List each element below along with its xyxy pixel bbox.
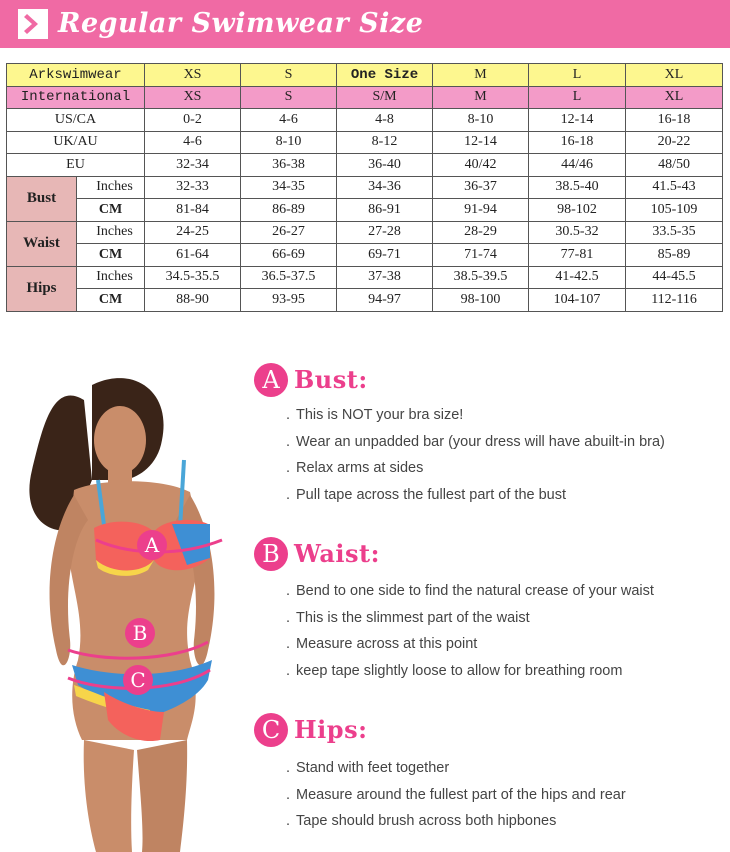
table-cell: 104-107 (529, 289, 626, 312)
svg-text:A: A (144, 533, 160, 557)
list-item: . This is the slimmest part of the waist (286, 609, 530, 626)
list-item: . Wear an unpadded bar (your dress will have abuilt-in bra) (286, 433, 665, 450)
table-cell: S (241, 86, 337, 109)
table-cell: 61-64 (145, 244, 241, 267)
hips-cm-row (7, 289, 723, 312)
table-cell: L (529, 86, 626, 109)
list-item: . keep tape slightly loose to allow for breathing room (286, 662, 623, 679)
table-cell: S/M (337, 86, 433, 109)
letter-badge: C (254, 713, 288, 747)
group-label-waist: Waist (7, 221, 77, 266)
table-cell: 69-71 (337, 244, 433, 267)
unit-label: Inches (77, 176, 145, 199)
marker-a-icon (137, 530, 167, 560)
waist-tips-list (286, 578, 654, 684)
unit-label: CM (77, 199, 145, 222)
table-cell: 44/46 (529, 154, 626, 177)
table-cell: 38.5-39.5 (433, 266, 529, 289)
table-cell: 85-89 (626, 244, 723, 267)
table-cell: XL (626, 86, 723, 109)
table-cell: 77-81 (529, 244, 626, 267)
table-cell: 41.5-43 (626, 176, 723, 199)
row-label: International (7, 86, 145, 109)
table-cell: 34-36 (337, 176, 433, 199)
list-item: . Stand with feet together (286, 760, 450, 776)
table-cell: 32-34 (145, 154, 241, 177)
table-cell: 33.5-35 (626, 221, 723, 244)
table-cell: 91-94 (433, 199, 529, 222)
list-item: . Measure across at this point (286, 636, 478, 652)
table-cell: 41-42.5 (529, 266, 626, 289)
brand-size-row (7, 64, 723, 87)
table-cell: 8-10 (433, 109, 529, 132)
row-label: UK/AU (7, 131, 145, 154)
size-chart-table (6, 63, 723, 312)
table-cell: 27-28 (337, 221, 433, 244)
unit-label: CM (77, 244, 145, 267)
table-cell: 93-95 (241, 289, 337, 312)
unit-label: CM (77, 289, 145, 312)
table-cell: 8-10 (241, 131, 337, 154)
marker-b-icon (125, 618, 155, 648)
svg-text:C: C (130, 668, 146, 692)
table-cell: 12-14 (433, 131, 529, 154)
table-cell: 40/42 (433, 154, 529, 177)
table-cell: M (433, 64, 529, 87)
table-cell: 4-8 (337, 109, 433, 132)
table-cell: 34.5-35.5 (145, 266, 241, 289)
table-cell: 105-109 (626, 199, 723, 222)
table-cell: 48/50 (626, 154, 723, 177)
table-cell: 34-35 (241, 176, 337, 199)
list-item: . Tape should brush across both hipbones (286, 813, 557, 829)
model-figure-illustration (12, 360, 250, 852)
table-cell: 12-14 (529, 109, 626, 132)
table-cell: 37-38 (337, 266, 433, 289)
unit-label: Inches (77, 266, 145, 289)
section-title: Waist: (294, 539, 380, 568)
chevron-right-icon (18, 9, 48, 39)
hips-tips-list (286, 755, 626, 835)
table-cell: 112-116 (626, 289, 723, 312)
table-cell: 71-74 (433, 244, 529, 267)
page-header (0, 0, 730, 48)
table-cell: 38.5-40 (529, 176, 626, 199)
table-cell: 16-18 (529, 131, 626, 154)
table-cell: 30.5-32 (529, 221, 626, 244)
table-cell: 0-2 (145, 109, 241, 132)
table-cell: One Size (337, 64, 433, 87)
table-cell: 98-102 (529, 199, 626, 222)
unit-label: Inches (77, 221, 145, 244)
table-cell: 36.5-37.5 (241, 266, 337, 289)
bust-inches-row (7, 176, 723, 199)
table-cell: 81-84 (145, 199, 241, 222)
table-cell: 86-89 (241, 199, 337, 222)
page-title: Regular Swimwear Size (58, 8, 424, 39)
waist-cm-row (7, 244, 723, 267)
table-cell: 88-90 (145, 289, 241, 312)
section-title: Hips: (294, 715, 368, 744)
table-cell: 94-97 (337, 289, 433, 312)
table-cell: 26-27 (241, 221, 337, 244)
table-cell: XL (626, 64, 723, 87)
table-cell: 86-91 (337, 199, 433, 222)
table-cell: 28-29 (433, 221, 529, 244)
table-cell: 32-33 (145, 176, 241, 199)
row-label: US/CA (7, 109, 145, 132)
region-size-row (7, 131, 723, 154)
list-item: . This is NOT your bra size! (286, 407, 464, 423)
table-cell: S (241, 64, 337, 87)
letter-badge: B (254, 537, 288, 571)
waist-inches-row (7, 221, 723, 244)
row-label: Arkswimwear (7, 64, 145, 87)
table-cell: 36-38 (241, 154, 337, 177)
table-cell: M (433, 86, 529, 109)
table-cell: L (529, 64, 626, 87)
region-size-row (7, 154, 723, 177)
bust-tips-list (286, 402, 665, 508)
row-label: EU (7, 154, 145, 177)
group-label-hips: Hips (7, 266, 77, 311)
table-cell: 4-6 (241, 109, 337, 132)
table-cell: 36-37 (433, 176, 529, 199)
letter-badge: A (254, 363, 288, 397)
table-cell: 98-100 (433, 289, 529, 312)
group-label-bust: Bust (7, 176, 77, 221)
hips-inches-row (7, 266, 723, 289)
table-cell: XS (145, 64, 241, 87)
table-cell: 44-45.5 (626, 266, 723, 289)
table-cell: 8-12 (337, 131, 433, 154)
marker-c-icon (123, 665, 153, 695)
table-cell: 24-25 (145, 221, 241, 244)
list-item: . Measure around the fullest part of the hips and rear (286, 786, 626, 803)
table-cell: 66-69 (241, 244, 337, 267)
svg-text:B: B (132, 621, 148, 645)
list-item: . Relax arms at sides (286, 460, 424, 476)
list-item: . Bend to one side to find the natural crease of your waist (286, 583, 654, 599)
international-size-row (7, 86, 723, 109)
table-cell: 20-22 (626, 131, 723, 154)
section-title: Bust: (294, 365, 368, 394)
bust-cm-row (7, 199, 723, 222)
table-cell: 16-18 (626, 109, 723, 132)
table-cell: XS (145, 86, 241, 109)
table-cell: 36-40 (337, 154, 433, 177)
table-cell: 4-6 (145, 131, 241, 154)
list-item: . Pull tape across the fullest part of the bust (286, 486, 567, 503)
region-size-row (7, 109, 723, 132)
